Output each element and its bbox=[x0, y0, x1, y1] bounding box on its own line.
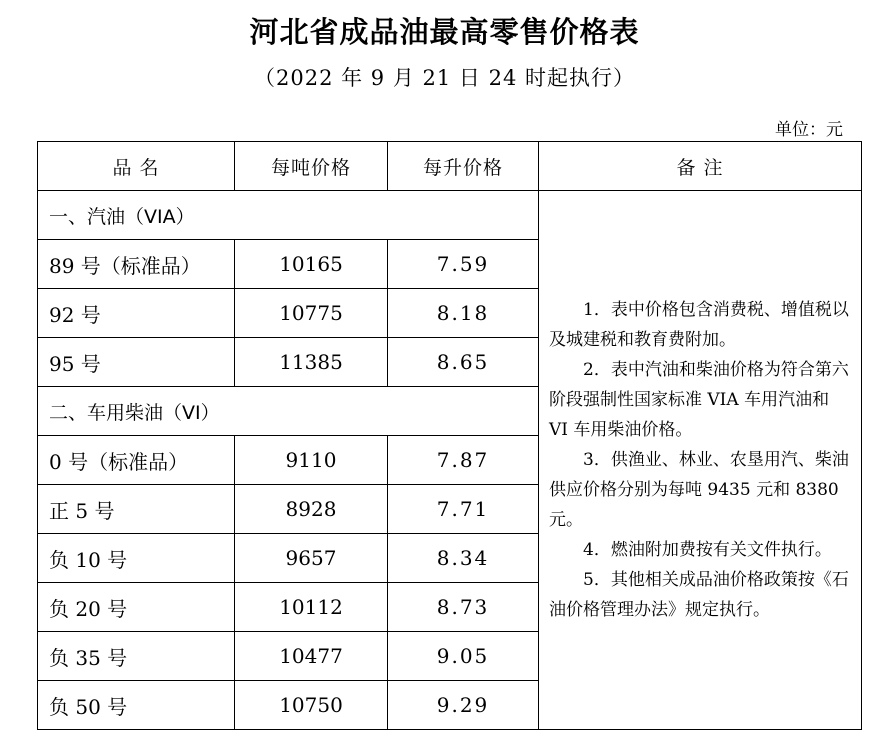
price-per-liter: 9.29 bbox=[388, 681, 539, 730]
product-name: 负 50 号 bbox=[38, 681, 235, 730]
price-per-liter: 7.87 bbox=[388, 436, 539, 485]
note-item: 4．燃油附加费按有关文件执行。 bbox=[583, 540, 832, 560]
product-name: 89 号（标准品） bbox=[38, 240, 235, 289]
product-name: 0 号（标准品） bbox=[38, 436, 235, 485]
section-gasoline: 一、汽油（VIA） bbox=[38, 191, 539, 240]
section-row-gasoline bbox=[38, 191, 862, 240]
page-subtitle: （2022 年 9 月 21 日 24 时起执行） bbox=[254, 66, 635, 90]
price-per-liter: 9.05 bbox=[388, 632, 539, 681]
product-name: 正 5 号 bbox=[38, 485, 235, 534]
price-per-ton: 10165 bbox=[235, 240, 388, 289]
product-name: 负 35 号 bbox=[38, 632, 235, 681]
price-per-liter: 8.65 bbox=[388, 338, 539, 387]
price-table bbox=[37, 141, 862, 730]
header-per-ton: 每吨价格 bbox=[235, 142, 388, 191]
price-per-ton: 10750 bbox=[235, 681, 388, 730]
table-header-row bbox=[38, 142, 862, 191]
product-name: 95 号 bbox=[38, 338, 235, 387]
header-name: 品 名 bbox=[38, 142, 235, 191]
header-remarks: 备 注 bbox=[539, 142, 862, 191]
price-per-ton: 11385 bbox=[235, 338, 388, 387]
price-per-liter: 7.59 bbox=[388, 240, 539, 289]
price-per-liter: 7.71 bbox=[388, 485, 539, 534]
note-item: 1．表中价格包含消费税、增值税以及城建税和教育费附加。 bbox=[549, 300, 849, 350]
remarks-cell bbox=[539, 191, 862, 730]
price-per-ton: 8928 bbox=[235, 485, 388, 534]
price-per-liter: 8.18 bbox=[388, 289, 539, 338]
price-per-liter: 8.73 bbox=[388, 583, 539, 632]
header-per-liter: 每升价格 bbox=[388, 142, 539, 191]
product-name: 负 10 号 bbox=[38, 534, 235, 583]
price-per-ton: 10477 bbox=[235, 632, 388, 681]
price-per-ton: 9657 bbox=[235, 534, 388, 583]
page-title: 河北省成品油最高零售价格表 bbox=[249, 15, 640, 49]
price-per-ton: 10112 bbox=[235, 583, 388, 632]
note-item: 3．供渔业、林业、农垦用汽、柴油供应价格分别为每吨 9435 元和 8380 元。 bbox=[549, 450, 849, 530]
note-item: 5．其他相关成品油价格政策按《石油价格管理办法》规定执行。 bbox=[549, 570, 849, 620]
price-per-ton: 9110 bbox=[235, 436, 388, 485]
note-item: 2．表中汽油和柴油价格为符合第六阶段强制性国家标准 VIA 车用汽油和 VI 车用柴油价格。 bbox=[549, 360, 849, 440]
product-name: 负 20 号 bbox=[38, 583, 235, 632]
section-diesel: 二、车用柴油（VI） bbox=[38, 387, 539, 436]
product-name: 92 号 bbox=[38, 289, 235, 338]
price-per-ton: 10775 bbox=[235, 289, 388, 338]
price-per-liter: 8.34 bbox=[388, 534, 539, 583]
unit-label: 单位：元 bbox=[775, 120, 843, 140]
